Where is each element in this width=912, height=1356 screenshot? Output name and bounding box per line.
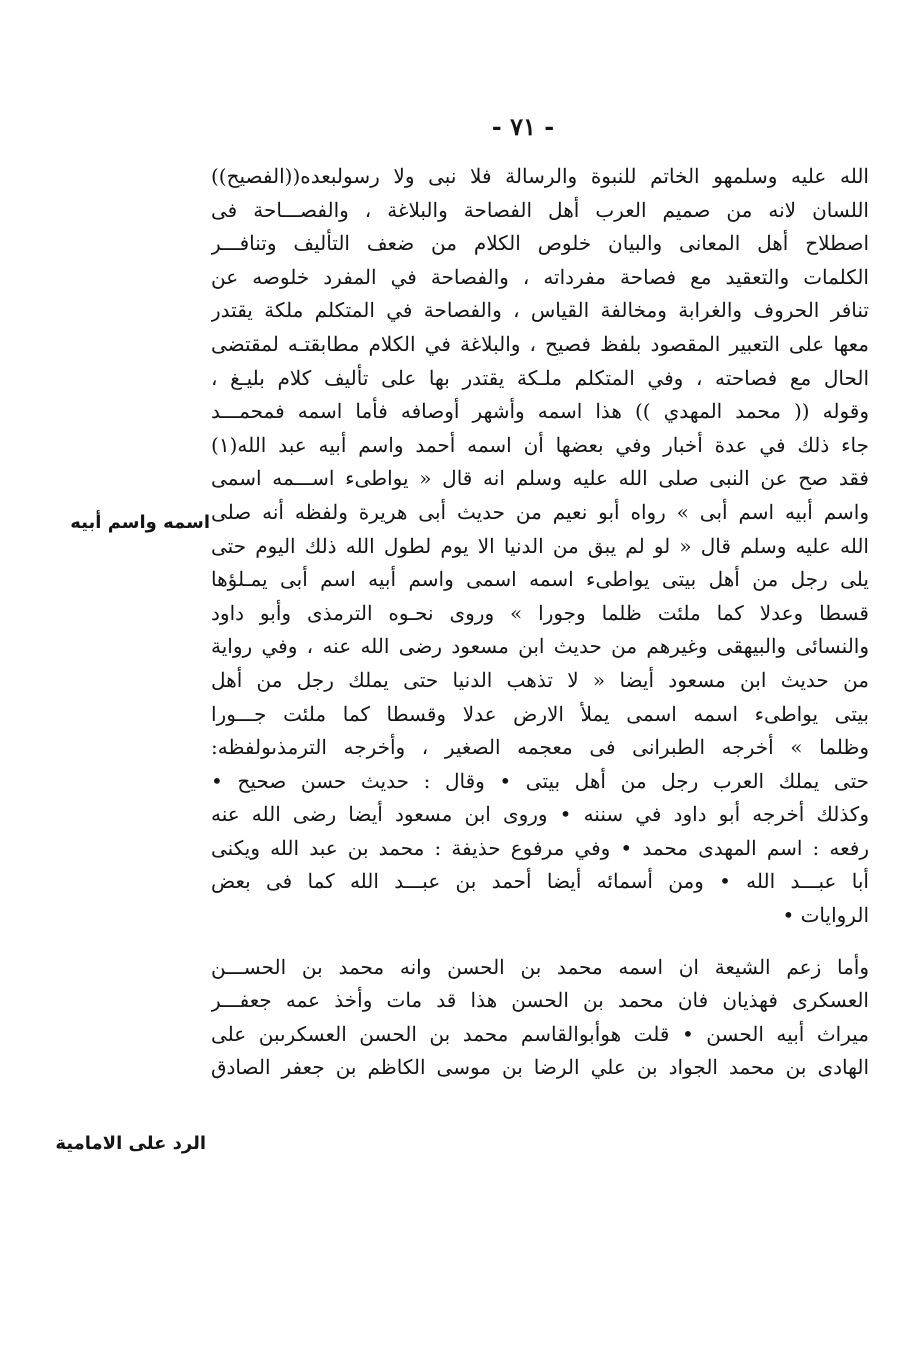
text-line: الكلمات والتعقيد مع فصاحة مفرداته ، والفصاحة في المفرد خلوصه عن bbox=[211, 264, 869, 289]
margin-note-reply-to-imamiyya: الرد على الامامية bbox=[55, 1133, 206, 1154]
text-line: الله عليه وسلمهو الخاتم للنبوة والرسالة فلا نبى ولا رسولبعده((الفصيح)) bbox=[211, 164, 869, 188]
text-line: الروايات • bbox=[782, 903, 869, 928]
text-line: معها على التعبير المقصود بلفظ فصيح ، والبلاغة في الكلام مطابقتـه لمقتضى bbox=[211, 331, 869, 356]
text-line: بيتى يواطىء اسمه اسمى يملأ الارض عدلا وقسطا كما ملئت جـــورا bbox=[211, 701, 869, 726]
text-line: الله عليه وسلم قال « لو لم يبق من الدنيا الا يوم لطول الله ذلك اليوم حتى bbox=[211, 533, 869, 558]
text-line: الهادى بن محمد الجواد بن علي الرضا بن موسى الكاظم بن جعفر الصادق bbox=[211, 1055, 869, 1080]
paragraph-2 bbox=[211, 951, 869, 1085]
text-line: وظلما » أخرجه الطبرانى فى معجمه الصغير ، وأخرجه الترمذىولفظه: bbox=[211, 735, 869, 760]
text-line: فقد صح عن النبى صلى الله عليه وسلم انه قال « يواطىء اســـمه اسمى bbox=[211, 466, 869, 491]
text-line: والنسائى والبيهقى وغيرهم من حديث ابن مسعود رضى الله عنه ، وفي رواية bbox=[211, 634, 869, 659]
text-line: اللسان لانه من صميم العرب أهل الفصاحة والبلاغة ، والفصـــاحة فى bbox=[211, 197, 869, 222]
text-line: رفعه : اسم المهدى محمد • وفي مرفوع حذيفة : محمد بن عبد الله ويكنى bbox=[211, 835, 869, 860]
text-line: من حديث ابن مسعود أيضا « لا تذهب الدنيا حتى يملك رجل من أهل bbox=[211, 667, 869, 692]
main-text-body bbox=[211, 160, 869, 1085]
text-line: قسطا وعدلا كما ملئت ظلما وجورا » وروى نحـوه الترمذى وأبو داود bbox=[211, 600, 869, 625]
margin-note-name-and-father: اسمه واسم أبيه bbox=[70, 512, 210, 533]
text-line: اصطلاح أهل المعانى والبيان خلوص الكلام من ضعف التأليف وتنافـــر bbox=[211, 231, 869, 256]
text-line: ميراث أبيه الحسن • قلت هوأبوالقاسم محمد بن الحسن العسكرىبن على bbox=[211, 1021, 869, 1046]
text-line: الحال مع فصاحته ، وفي المتكلم ملـكة يقتدر بها على تأليف كلام بليـغ ، bbox=[211, 365, 869, 390]
paragraph-1 bbox=[211, 160, 869, 933]
text-line: العسكرى فهذيان فان محمد بن الحسن هذا قد مات وأخذ عمه جعفـــر bbox=[211, 988, 869, 1013]
text-line: وكذلك أخرجه أبو داود في سننه • وروى ابن مسعود أيضا رضى الله عنه bbox=[211, 802, 869, 827]
text-line: واسم أبيه اسم أبى » رواه أبو نعيم من حديث أبى هريرة ولفظه أنه صلى bbox=[211, 499, 869, 524]
text-line: يلى رجل من أهل بيتى يواطىء اسمه اسمى واسم أبيه اسم أبى يمـلؤها bbox=[211, 567, 869, 592]
text-line: تنافر الحروف والغرابة ومخالفة القياس ، والفصاحة في المتكلم ملكة يقتدر bbox=[211, 298, 869, 323]
text-line: وقوله (( محمد المهدي )) هذا اسمه وأشهر أوصافه فأما اسمه فمحمـــد bbox=[211, 399, 869, 424]
text-line: وأما زعم الشيعة ان اسمه محمد بن الحسن وانه محمد بن الحســـن bbox=[211, 954, 869, 979]
text-line: أبا عبـــد الله • ومن أسمائه أيضا أحمد بن عبـــد الله كما فى بعض bbox=[211, 869, 869, 894]
text-line: حتى يملك العرب رجل من أهل بيتى • وقال : حديث حسن صحيح • bbox=[211, 768, 869, 793]
page-number: - ٧١ - bbox=[491, 112, 555, 141]
text-line: جاء ذلك في عدة أخبار وفي بعضها أن اسمه أحمد واسم أبيه عبد الله(١) bbox=[211, 432, 869, 457]
